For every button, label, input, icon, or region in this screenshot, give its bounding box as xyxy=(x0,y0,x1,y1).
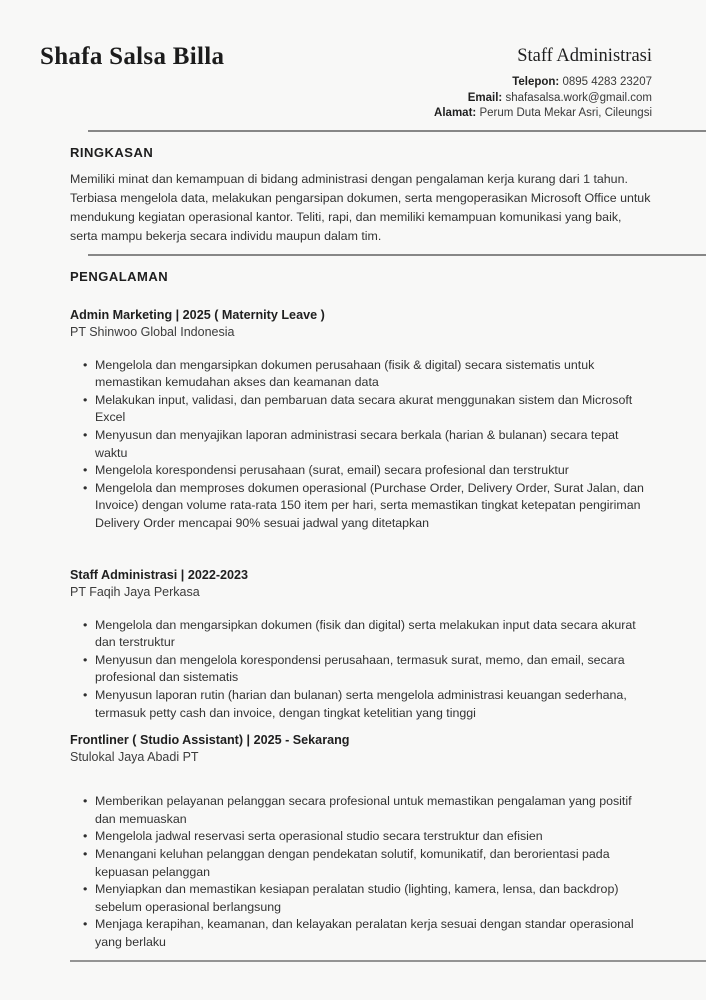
section-summary xyxy=(0,132,706,247)
job-bullet: • Mengelola dan mengarsipkan dokumen perusahaan (fisik & digital) secara sistematis untuk memastikan kemudahan akses dan keamanan data xyxy=(95,357,652,392)
contact-email xyxy=(434,91,652,107)
job-company: Stulokal Jaya Abadi PT xyxy=(70,750,199,765)
job-bullet: • Mengelola dan mengarsipkan dokumen (fisik dan digital) serta melakukan input data secara akurat dan terstruktur xyxy=(95,617,652,652)
job-title: Admin Marketing | 2025 ( Maternity Leave ) xyxy=(70,307,325,322)
job-bullet: • Menyusun dan mengelola korespondensi perusahaan, termasuk surat, memo, dan email, secara profesional dan sistematis xyxy=(95,652,652,687)
contact-email-label: Email: xyxy=(467,91,503,104)
experience-heading: PENGALAMAN xyxy=(70,268,169,284)
job-company: PT Shinwoo Global Indonesia xyxy=(70,324,235,339)
contact-address-value: Perum Duta Mekar Asri, Cileungsi xyxy=(479,107,652,119)
job-entry-admin-marketing xyxy=(70,285,652,533)
job-bullet: • Menjaga kerapihan, keamanan, dan kelayakan peralatan kerja sesuai dengan standar operasional yang berlaku xyxy=(95,916,652,951)
job-bullet: • Memberikan pelayanan pelanggan secara profesional untuk memastikan pengalaman yang positif dan memuaskan xyxy=(95,793,652,828)
job-bullet-list xyxy=(70,617,652,723)
job-bullet: • Menyusun dan menyajikan laporan administrasi secara berkala (harian & bulanan) secara tepat waktu xyxy=(95,427,652,462)
section-experience xyxy=(0,256,706,952)
contact-address xyxy=(434,106,652,122)
job-bullet-list xyxy=(70,793,652,951)
contact-info xyxy=(434,75,652,122)
contact-email-value: shafasalsa.work@gmail.com xyxy=(505,91,652,104)
job-bullet: • Mengelola dan memproses dokumen operasional (Purchase Order, Delivery Order, Surat Jalan, dan Invoice) dengan volume rata-rata 150 item per hari, serta memastikan tingkat ketepatan pengiriman Delivery Order mencapai 90% sesuai jadwal yang ditetapkan xyxy=(95,480,652,533)
contact-address-label: Alamat: xyxy=(434,107,477,119)
job-entry-staff-administrasi xyxy=(70,533,652,723)
job-bullet: • Menyiapkan dan memastikan kesiapan peralatan studio (lighting, kamera, lensa, dan backdrop) sebelum operasional berlangsung xyxy=(95,881,652,916)
job-bullet: • Menangani keluhan pelanggan dengan pendekatan solutif, komunikatif, dan berorientasi pada kepuasan pelanggan xyxy=(95,846,652,881)
job-company: PT Faqih Jaya Perkasa xyxy=(70,584,200,599)
job-bullet: • Menyusun laporan rutin (harian dan bulanan) serta mengelola administrasi keuangan sederhana, termasuk petty cash dan invoice, dengan tingkat ketelitian yang tinggi xyxy=(95,687,652,722)
job-title: Frontliner ( Studio Assistant) | 2025 - Sekarang xyxy=(70,733,350,748)
summary-text: Memiliki minat dan kemampuan di bidang administrasi dengan pengalaman kerja kurang dari 1 tahun. Terbiasa mengelola data, melakukan pengarsipan dokumen, serta mengoperasikan Microsoft Office untuk mendukung kegiatan operasional kantor. Teliti, rapi, dan memiliki kemampuan komunikasi yang baik, serta mampu bekerja secara individu maupun dalam tim. xyxy=(70,171,651,244)
person-name: Shafa Salsa Billa xyxy=(40,43,225,70)
job-bullet: • Mengelola korespondensi perusahaan (surat, email) secara profesional dan terstruktur xyxy=(95,462,652,480)
job-entry-frontliner xyxy=(70,722,652,951)
resume-header xyxy=(0,0,706,130)
headline-job-title: Staff Administrasi xyxy=(517,46,652,66)
divider-bottom xyxy=(70,960,706,962)
job-title: Staff Administrasi | 2022-2023 xyxy=(70,567,249,582)
job-bullet: • Mengelola jadwal reservasi serta operasional studio secara terstruktur dan efisien xyxy=(95,828,652,846)
job-bullet-list xyxy=(70,357,652,533)
contact-phone-label: Telepon: xyxy=(512,76,560,88)
contact-phone xyxy=(434,75,652,91)
header-right xyxy=(434,30,652,122)
contact-phone-value: 0895 4283 23207 xyxy=(562,76,652,88)
summary-heading: RINGKASAN xyxy=(70,144,154,160)
job-bullet: • Melakukan input, validasi, dan pembaruan data secara akurat menggunakan sistem dan Microsoft Excel xyxy=(95,392,652,427)
